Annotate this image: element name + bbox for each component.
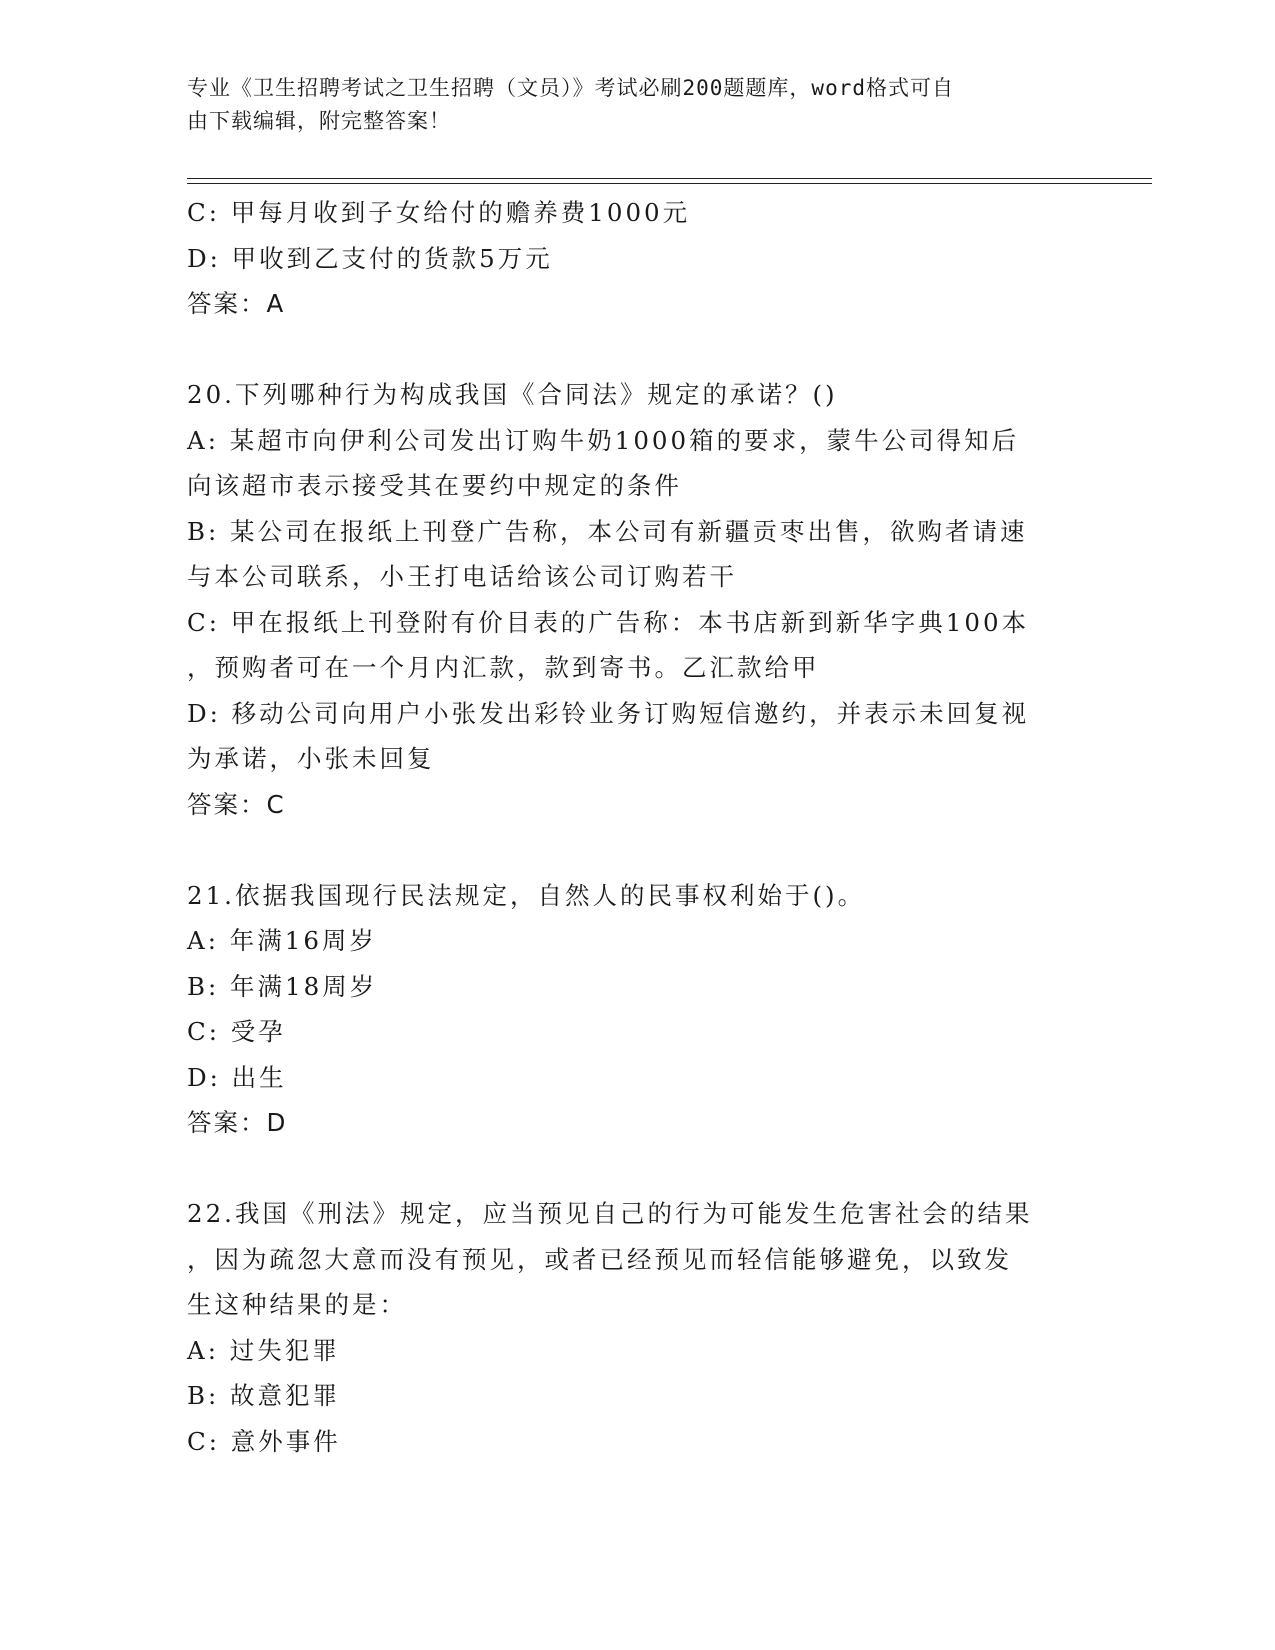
question-stem: 20.下列哪种行为构成我国《合同法》规定的承诺？(): [187, 380, 838, 409]
option-b-continued: 与本公司联系，小王打电话给该公司订购若干: [187, 562, 737, 591]
answer-label: 答案：D: [187, 1108, 288, 1137]
option-c: C: 甲每月收到子女给付的赡养费1000元: [187, 198, 691, 227]
option-b: B: 年满18周岁: [187, 971, 378, 1001]
question-stem-continued: 生这种结果的是：: [187, 1290, 407, 1319]
option-d-continued: 为承诺，小张未回复: [187, 744, 435, 773]
header-divider-bottom: [187, 183, 1152, 184]
answer-label: 答案：A: [187, 289, 286, 318]
header-title-line-1: 专业《卫生招聘考试之卫生招聘（文员）》考试必刷200题题库，word格式可自: [187, 76, 954, 100]
header-divider-top: [187, 178, 1152, 179]
option-b: B: 某公司在报纸上刊登广告称，本公司有新疆贡枣出售，欲购者请速: [187, 516, 1028, 546]
question-22: [187, 1191, 1087, 1464]
option-c: C: 受孕: [187, 1017, 286, 1046]
option-b: B: 故意犯罪: [187, 1381, 341, 1410]
option-a: A: 过失犯罪: [187, 1335, 340, 1365]
option-d: D: 甲收到乙支付的货款5万元: [187, 243, 553, 273]
question-spacer: [187, 327, 1087, 373]
question-19-tail: [187, 190, 1087, 327]
option-a: A: 某超市向伊利公司发出订购牛奶1000箱的要求，蒙牛公司得知后: [187, 425, 1020, 455]
option-a-continued: 向该超市表示接受其在要约中规定的条件: [187, 471, 682, 500]
option-c: C: 意外事件: [187, 1426, 341, 1456]
header-title-line-2: 由下载编辑，附完整答案！: [187, 109, 451, 133]
option-d: D: 移动公司向用户小张发出彩铃业务订购短信邀约，并表示未回复视: [187, 698, 1030, 728]
question-20: [187, 372, 1087, 827]
question-spacer: [187, 827, 1087, 873]
option-c-continued: ，预购者可在一个月内汇款，款到寄书。乙汇款给甲: [187, 653, 820, 682]
option-c: C: 甲在报纸上刊登附有价目表的广告称：本书店新到新华字典100本: [187, 607, 1030, 637]
answer-label: 答案：C: [187, 789, 286, 819]
document-header: [187, 72, 1067, 138]
question-stem-continued: ，因为疏忽大意而没有预见，或者已经预见而轻信能够避免，以致发: [187, 1244, 1012, 1274]
question-stem: 21.依据我国现行民法规定，自然人的民事权利始于()。: [187, 880, 866, 910]
question-spacer: [187, 1146, 1087, 1192]
option-a: A: 年满16周岁: [187, 926, 377, 955]
question-list: [187, 190, 1087, 1464]
question-stem: 22.我国《刑法》规定，应当预见自己的行为可能发生危害社会的结果: [187, 1199, 1033, 1228]
question-21: [187, 873, 1087, 1146]
option-d: D: 出生: [187, 1062, 287, 1092]
